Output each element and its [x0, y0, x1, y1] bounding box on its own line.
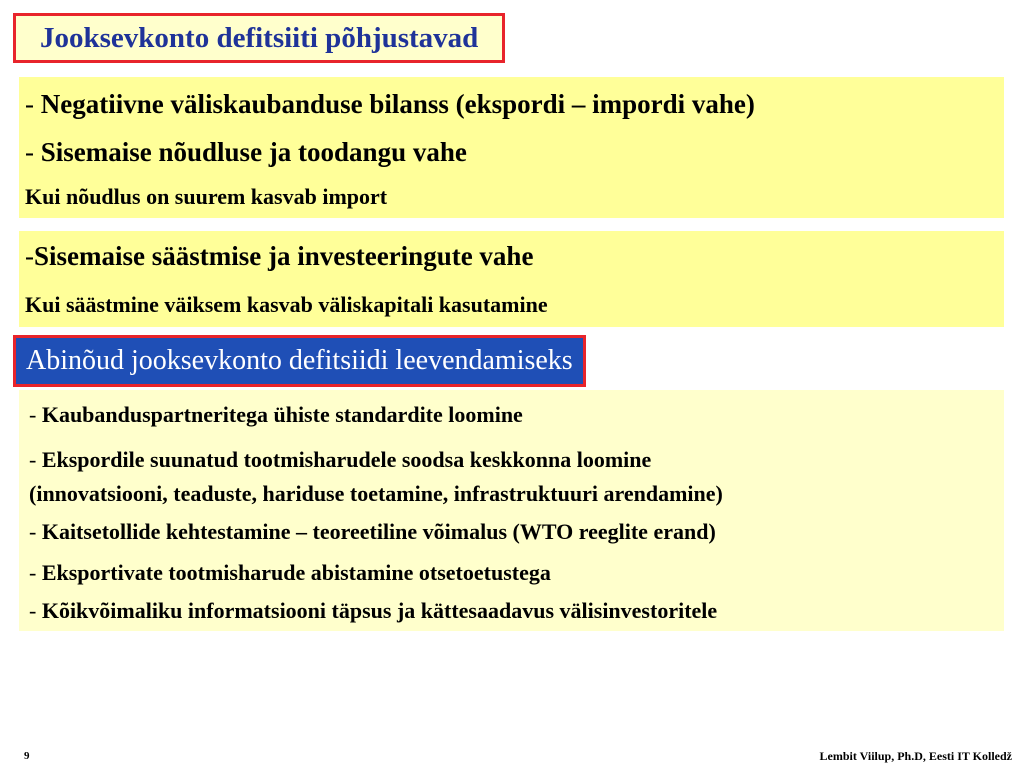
cause-demand-output-text: Sisemaise nõudluse ja toodangu vahe [40, 137, 467, 167]
measures-panel [19, 390, 1004, 631]
cause-savings-investment-text: Sisemaise säästmise ja investeeringute vahe [34, 241, 534, 271]
cause-savings-investment [25, 241, 533, 272]
measure-item-continuation [29, 481, 723, 507]
page-number: 9 [24, 750, 30, 762]
bullet-dash: - [25, 241, 34, 271]
bullet-dash: - [29, 519, 42, 544]
measure-item [29, 402, 523, 428]
measure-item [29, 560, 551, 586]
author-credit: Lembit Viilup, Ph.D, Eesti IT Kolledž [819, 749, 1012, 763]
measure-item-text: Kõikvõimaliku informatsiooni täpsus ja kättesaadavus välisinvestoritele [41, 598, 718, 623]
cause-demand-output [25, 137, 467, 168]
measure-item-text: Ekspordile suunatud tootmisharudele soodsa keskkonna loomine [41, 447, 652, 472]
bullet-dash: - [29, 598, 42, 623]
cause-demand-note: Kui nõudlus on suurem kasvab import [25, 184, 388, 209]
slide-title [13, 13, 505, 63]
measures-subtitle-text: Abinõud jooksevkonto defitsiidi leevendamiseks [26, 345, 573, 376]
measure-item-text: Eksportivate tootmisharude abistamine otsetoetustega [41, 560, 551, 585]
bullet-dash: - [29, 402, 42, 427]
measure-item-text: (innovatsiooni, teaduste, hariduse toetamine, infrastruktuuri arendamine) [29, 481, 723, 506]
measure-item [29, 447, 651, 473]
slide-title-text: Jooksevkonto defitsiiti põhjustavad [40, 21, 479, 54]
cause-trade-balance-text: Negatiivne väliskaubanduse bilanss (ekspordi – impordi vahe) [40, 89, 755, 119]
causes-panel-1 [19, 77, 1004, 218]
measure-item [29, 519, 716, 545]
cause-savings-note: Kui säästmine väiksem kasvab väliskapitali kasutamine [25, 292, 548, 317]
measure-item-text: Kaitsetollide kehtestamine – teoreetiline võimalus (WTO reeglite erand) [41, 519, 716, 544]
bullet-dash: - [29, 560, 42, 585]
measure-item-text: Kaubanduspartneritega ühiste standardite loomine [41, 402, 523, 427]
measure-item [29, 598, 717, 624]
bullet-dash: - [25, 137, 41, 167]
measures-subtitle [13, 335, 586, 387]
cause-trade-balance [25, 89, 755, 120]
causes-panel-2 [19, 231, 1004, 327]
bullet-dash: - [25, 89, 41, 119]
bullet-dash: - [29, 447, 42, 472]
